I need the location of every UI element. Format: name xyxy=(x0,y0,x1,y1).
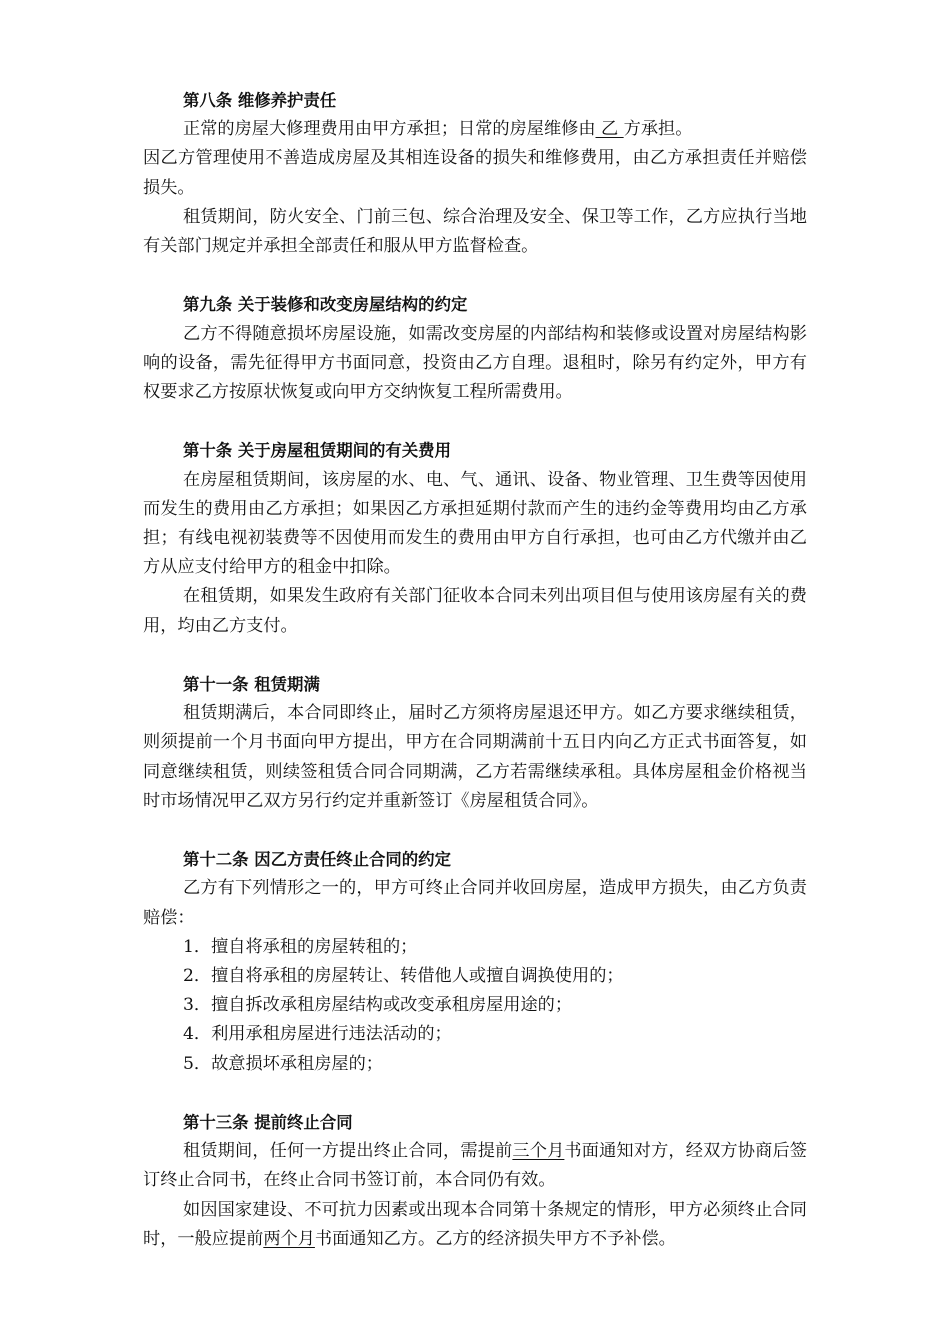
section-gap xyxy=(143,1079,807,1108)
article-heading: 第十一条 租赁期满 xyxy=(183,674,320,694)
article-paragraph: 租赁期间，防火安全、门前三包、综合治理及安全、保卫等工作，乙方应执行当地有关部门规定并承担全部责任和服从甲方监督检查。 xyxy=(143,206,807,256)
article-11 xyxy=(143,670,807,816)
article-paragraph: 在租赁期，如果发生政府有关部门征收本合同未列出项目但与使用该房屋有关的费用，均由乙方支付。 xyxy=(143,586,807,636)
list-item: 5．故意损坏承租房屋的； xyxy=(183,1053,383,1074)
text-run: 书面通知对方，经双方协商后签订终止合同书，在终止合同书签订前，本合同仍有效。 xyxy=(143,1141,807,1191)
article-heading: 第九条 关于装修和改变房屋结构的约定 xyxy=(183,295,468,315)
section-gap xyxy=(143,261,807,290)
article-9 xyxy=(143,290,807,407)
article-paragraph: 乙方不得随意损坏房屋设施，如需改变房屋的内部结构和装修或设置对房屋结构影响的设备，需先征得甲方书面同意，投资由乙方自理。退租时，除另有约定外，甲方有权要求乙方按原状恢复或向甲方交纳恢复工程所需费用。 xyxy=(143,323,807,402)
contract-page xyxy=(143,86,807,1254)
filled-blank: 三个月 xyxy=(512,1141,565,1162)
section-gap xyxy=(143,816,807,845)
text-run: 正常的房屋大修理费用由甲方承担；日常的房屋维修由 xyxy=(183,119,596,140)
article-paragraph xyxy=(143,115,807,144)
article-heading: 第十三条 提前终止合同 xyxy=(183,1112,353,1132)
article-paragraph: 租赁期满后，本合同即终止，届时乙方须将房屋退还甲方。如乙方要求继续租赁，则须提前一个月书面向甲方提出，甲方在合同期满前十五日内向乙方正式书面答复，如同意继续租赁，则续签租赁合同合同期满，乙方若需继续承租。具体房屋租金价格视当时市场情况甲乙双方另行约定并重新签订《房屋租赁合同》。 xyxy=(143,703,807,811)
list-item: 1．擅自将承租的房屋转租的； xyxy=(183,936,418,957)
article-heading: 第十二条 因乙方责任终止合同的约定 xyxy=(183,850,451,870)
section-gap xyxy=(143,407,807,436)
list-item: 4．利用承租房屋进行违法活动的； xyxy=(183,1024,452,1045)
filled-blank: 两个月 xyxy=(263,1228,315,1249)
article-heading: 第十条 关于房屋租赁期间的有关费用 xyxy=(183,441,451,461)
article-paragraph xyxy=(143,1137,807,1195)
text-run: 书面通知乙方。乙方的经济损失甲方不予补偿。 xyxy=(314,1228,676,1249)
article-paragraph xyxy=(143,1196,807,1254)
text-run: 方承担。 xyxy=(623,119,693,140)
article-paragraph: 乙方有下列情形之一的，甲方可终止合同并收回房屋，造成甲方损失，由乙方负责赔偿： xyxy=(143,878,807,928)
list-item: 2．擅自将承租的房屋转让、转借他人或擅自调换使用的； xyxy=(183,965,624,986)
filled-blank: 乙 xyxy=(595,119,624,140)
article-8 xyxy=(143,86,807,261)
article-12 xyxy=(143,845,807,1079)
article-paragraph: 因乙方管理使用不善造成房屋及其相连设备的损失和维修费用，由乙方承担责任并赔偿损失。 xyxy=(143,148,807,198)
text-run: 如因国家建设、不可抗力因素或出现本合同第十条规定的情形，甲方必须终止合同时，一般应提前 xyxy=(143,1199,807,1249)
section-gap xyxy=(143,641,807,670)
article-10 xyxy=(143,436,807,640)
article-heading: 第八条 维修养护责任 xyxy=(183,91,337,110)
article-paragraph: 在房屋租赁期间，该房屋的水、电、气、通讯、设备、物业管理、卫生费等因使用而发生的费用由乙方承担；如果因乙方承担延期付款而产生的违约金等费用均由乙方承担；有线电视初装费等不因使用而发生的费用由甲方自行承担，也可由乙方代缴并由乙方从应支付给甲方的租金中扣除。 xyxy=(143,469,807,578)
article-13 xyxy=(143,1108,807,1254)
text-run: 租赁期间，任何一方提出终止合同，需提前 xyxy=(183,1141,513,1162)
list-item: 3．擅自拆改承租房屋结构或改变承租房屋用途的； xyxy=(183,995,573,1016)
